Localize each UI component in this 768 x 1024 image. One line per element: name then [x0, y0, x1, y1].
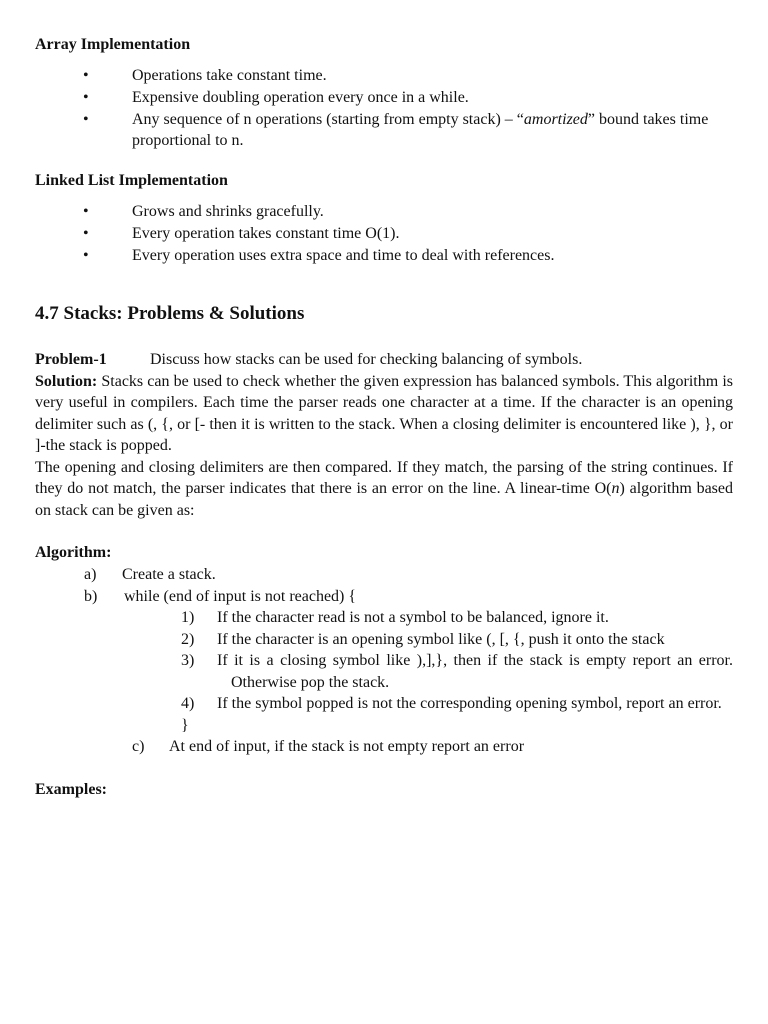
algorithm-step-a [35, 564, 733, 586]
solution-text: Stacks can be used to check whether the given expression has balanced symbols. This algorithm is very useful in compilers. Each time the parser reads one character at a time. If the character is an opening delimiter such as (, {, or [- then it is written to the stack. When a closing delimiter is encountered like ), }, or ]-the stack is popped. [35, 372, 733, 455]
list-item [35, 223, 733, 245]
list-item-text [127, 109, 733, 153]
document-page [35, 34, 733, 801]
problem-text: Discuss how stacks can be used for checking balancing of symbols. [150, 350, 583, 368]
array-implementation-list [35, 65, 733, 152]
algorithm-substep-3 [35, 650, 733, 693]
algorithm-substep-2 [35, 629, 733, 651]
text-segment: Any sequence of n operations (starting from empty stack) – “ [132, 110, 524, 128]
solution-label: Solution: [35, 372, 98, 390]
bullet-icon: • [83, 67, 89, 84]
list-item-text: Every operation uses extra space and time to deal with references. [132, 246, 555, 264]
algorithm-heading: Algorithm: [35, 544, 112, 562]
bullet-icon: • [83, 224, 89, 242]
algorithm-substep-4 [35, 693, 733, 715]
problem-1 [35, 349, 733, 371]
substep-label: 4) [181, 695, 195, 713]
list-item-text: Expensive doubling operation every once in a while. [132, 88, 469, 106]
linked-list-implementation-list [35, 201, 733, 266]
list-item-text: Grows and shrinks gracefully. [132, 203, 324, 221]
problem-label: Problem-1 [35, 350, 107, 368]
amortized-term: amortized [523, 110, 588, 128]
linked-list-implementation-heading: Linked List Implementation [35, 172, 228, 190]
list-item [35, 109, 733, 153]
algorithm-step-c [35, 736, 733, 758]
closing-brace: } [181, 716, 189, 734]
examples-heading: Examples: [35, 780, 107, 798]
list-item-text: Every operation takes constant time O(1). [132, 224, 400, 242]
substep-text: If the character read is not a symbol to be balanced, ignore it. [217, 609, 609, 627]
algorithm-steps [35, 564, 733, 758]
substep-label: 3) [181, 652, 195, 670]
list-item-text: Operations take constant time. [132, 67, 327, 84]
text-segment: ” bound takes time proportional to n. [132, 110, 709, 150]
substep-label: 2) [181, 630, 195, 648]
solution-paragraph [35, 371, 733, 457]
algorithm-step-b [35, 586, 733, 608]
substep-text: If the character is an opening symbol like (, [, {, push it onto the stack [217, 630, 665, 648]
text-segment: The opening and closing delimiters are then compared. If they match, the parsing of the string continues. If they do not match, the parser indicates that there is an error on the line. A linear-time O( [35, 458, 733, 498]
comparison-paragraph [35, 457, 733, 522]
step-label: a) [84, 566, 97, 584]
list-item [35, 245, 733, 267]
bullet-icon: • [83, 110, 89, 128]
bullet-icon: • [83, 203, 89, 221]
bullet-icon: • [83, 246, 89, 264]
step-text: Create a stack. [122, 566, 216, 584]
bullet-icon: • [83, 88, 89, 106]
list-item [35, 65, 733, 87]
step-label: c) [132, 738, 145, 756]
list-item [35, 87, 733, 109]
variable-n: n [611, 480, 620, 498]
array-implementation-heading: Array Implementation [35, 36, 191, 53]
list-item [35, 201, 733, 223]
step-text: while (end of input is not reached) { [124, 587, 357, 605]
substep-label: 1) [181, 609, 195, 627]
step-label: b) [84, 587, 98, 605]
text-segment: ) algorithm based on stack can be given as: [35, 480, 733, 519]
step-text: At end of input, if the stack is not empty report an error [169, 738, 525, 756]
substep-text: If it is a closing symbol like ),],}, then if the stack is empty report an error. Otherwise pop the stack. [217, 652, 733, 691]
substep-text: If the symbol popped is not the corresponding opening symbol, report an error. [217, 695, 722, 713]
section-title: 4.7 Stacks: Problems & Solutions [35, 302, 305, 324]
algorithm-substep-1 [35, 607, 733, 629]
